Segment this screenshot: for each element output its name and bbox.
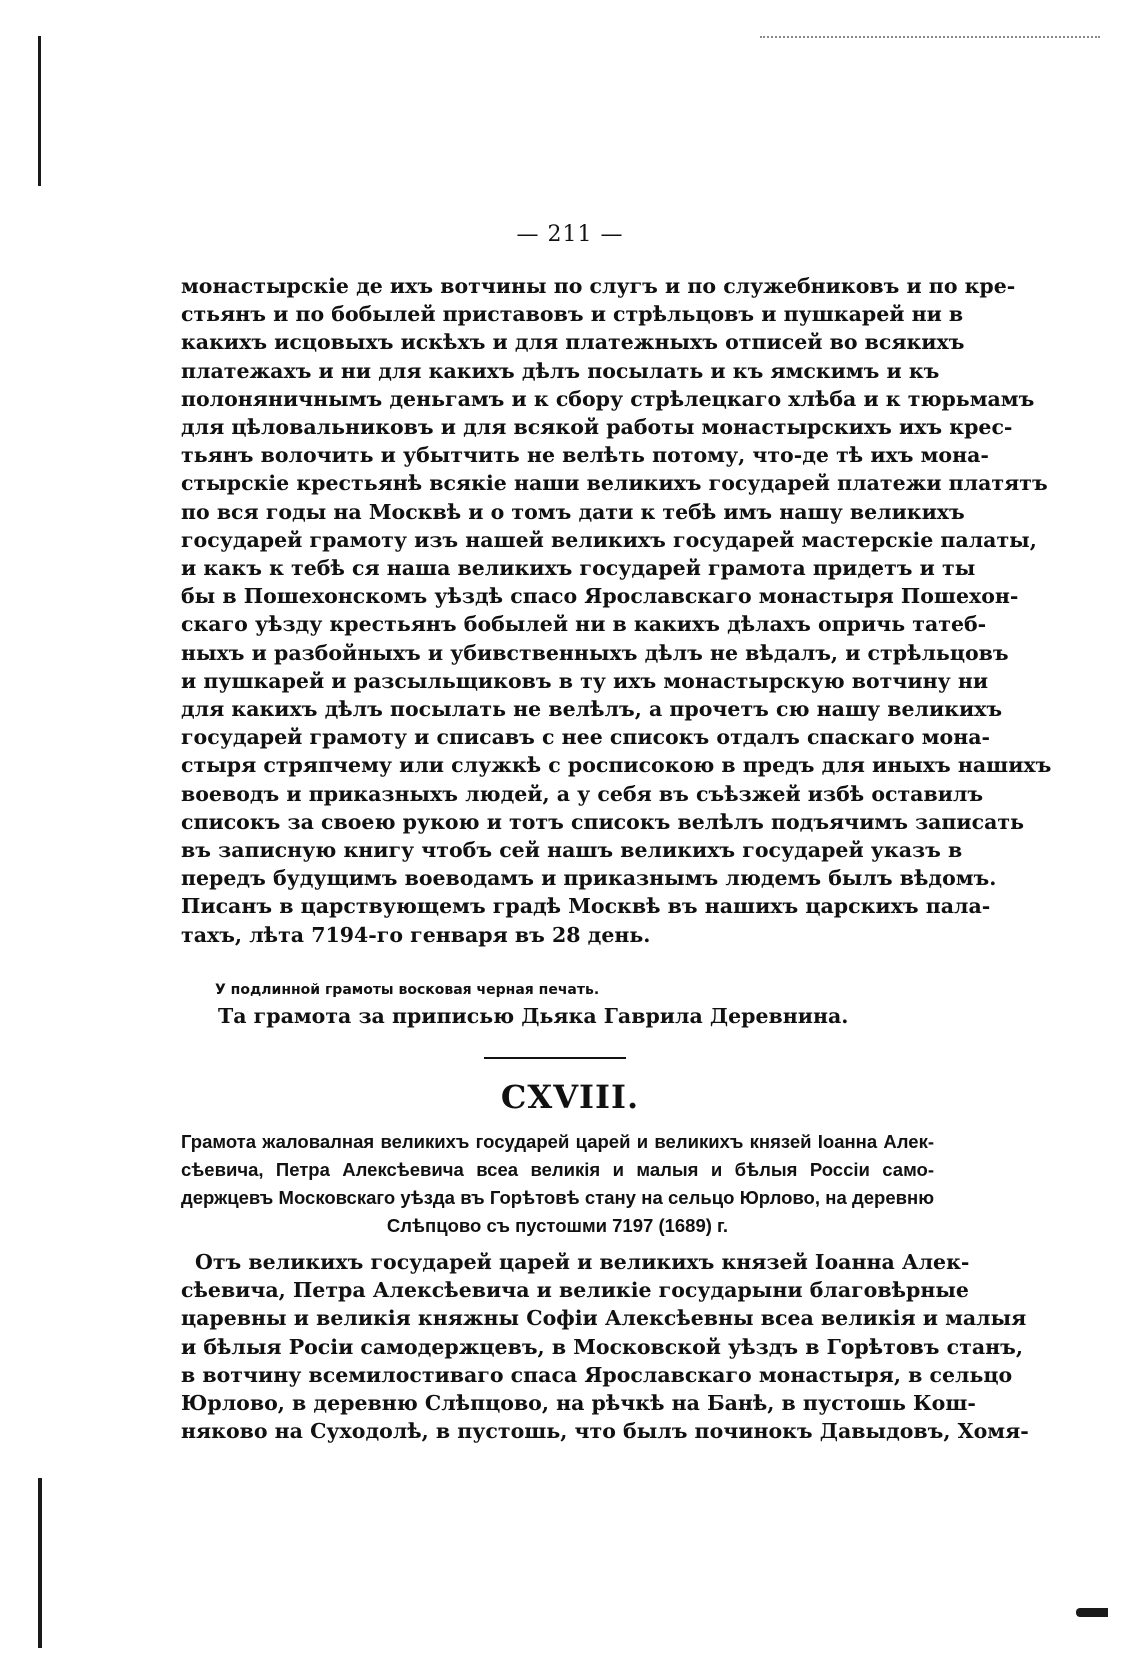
document-body [181, 1248, 1029, 1445]
text-line: и пушкарей и разсыльщиковъ в ту ихъ монастырскую вотчину ни [181, 668, 989, 693]
scan-edge-mark [38, 1478, 42, 1648]
text-line: скаго уѣзду крестьянъ бобылей ни в какихъ дѣлахъ опричь татеб- [181, 612, 987, 637]
text-line: стырскіе крестьянѣ всякіе наши великихъ государей платежи платятъ [181, 471, 1048, 496]
text-line: въ записную книгу чтобъ сей нашъ великихъ государей указъ в [181, 838, 963, 863]
document-heading [181, 1128, 934, 1240]
text-line: царевны и великія княжны Софіи Алексѣевны всеа великія и малыя [181, 1306, 1027, 1331]
scan-edge-mark [1076, 1608, 1108, 1617]
text-line: и какъ к тебѣ ся наша великихъ государей грамота придетъ и ты [181, 556, 976, 581]
heading-line: сѣевича, Петра Алексѣевича всеа великія и малыя и бѣлыя Россіи само- [181, 1159, 934, 1180]
text-line: для какихъ дѣлъ посылать не велѣлъ, а прочетъ сю нашу великихъ [181, 697, 1003, 722]
upper-text-block [181, 272, 1052, 949]
attestation-line: Та грамота за приписью Дьяка Гаврила Деревнина. [218, 1004, 849, 1028]
seal-note: У подлинной грамоты восковая черная печать. [215, 982, 600, 998]
heading-line: держцевъ Московскаго уѣзда въ Горѣтовѣ стану на сельцо Юрлово, на деревню [181, 1187, 934, 1208]
text-line: в вотчину всемилостиваго спаса Ярославскаго монастыря, в сельцо [181, 1362, 1013, 1387]
text-line: стыря стряпчему или служкѣ с росписокою в предъ для иныхъ нашихъ [181, 753, 1052, 778]
heading-line: Слѣпцово съ пустошми 7197 (1689) г. [386, 1215, 729, 1236]
section-divider [484, 1057, 626, 1059]
text-line: и бѣлыя Росіи самодержцевъ, в Московской уѣздъ в Горѣтовъ станъ, [181, 1334, 1024, 1359]
text-line: Отъ великихъ государей царей и великихъ князей Іоанна Алек- [195, 1250, 970, 1274]
text-line: полоняничнымъ деньгамъ и к сбору стрѣлецкаго хлѣба и к тюрьмамъ [181, 386, 1035, 411]
scan-edge-mark [38, 36, 41, 186]
text-line: государей грамоту и списавъ с нее списокъ отдалъ спаскаго мона- [181, 725, 991, 750]
text-line: государей грамоту изъ нашей великихъ государей мастерскіе палаты, [181, 527, 1037, 552]
heading-line: Грамота жаловалная великихъ государей царей и великихъ князей Іоанна Алек- [181, 1131, 934, 1152]
text-line: какихъ исцовыхъ искѣхъ и для платежныхъ отписей во всякихъ [181, 330, 965, 355]
text-line: Писанъ в царствующемъ градѣ Москвѣ въ нашихъ царскихъ пала- [181, 894, 991, 919]
scan-edge-mark [760, 36, 1100, 38]
text-line: Юрлово, в деревню Слѣпцово, на рѣчкѣ на Банѣ, в пустошь Кош- [181, 1391, 976, 1416]
text-line: для цѣловальниковъ и для всякой работы монастырскихъ ихъ крес- [181, 415, 1013, 440]
text-line: передъ будущимъ воеводамъ и приказнымъ людемъ былъ вѣдомъ. [181, 866, 997, 891]
text-line: тьянъ волочить и убытчить не велѣть потому, что-де тѣ ихъ мона- [181, 443, 989, 468]
text-line: воеводъ и приказныхъ людей, а у себя въ съѣзжей избѣ оставилъ [181, 781, 984, 806]
text-line: бы в Пошехонскомъ уѣздѣ спасо Ярославскаго монастыря Пошехон- [181, 584, 1019, 609]
text-line: ныхъ и разбойныхъ и убивственныхъ дѣлъ не вѣдалъ, и стрѣльцовъ [181, 640, 1009, 665]
text-line: сѣевича, Петра Алексѣевича и великіе государыни благовѣрные [181, 1278, 969, 1303]
text-line: платежахъ и ни для какихъ дѣлъ посылать и къ ямскимъ и къ [181, 358, 940, 383]
text-line: списокъ за своею рукою и тотъ списокъ велѣлъ подъячимъ записать [181, 809, 1025, 834]
text-line: няково на Суходолѣ, в пустошь, что былъ починокъ Давыдовъ, Хомя- [181, 1419, 1029, 1444]
page-number: — 211 — [516, 222, 624, 247]
text-line: тахъ, лѣта 7194-го генваря въ 28 день. [181, 922, 651, 947]
document-number: CXVIII. [500, 1078, 640, 1116]
text-line: по вся годы на Москвѣ и о томъ дати к тебѣ имъ нашу великихъ [181, 499, 965, 524]
text-line: стьянъ и по бобылей приставовъ и стрѣльцовъ и пушкарей ни в [181, 302, 964, 327]
text-line: монастырскіе де ихъ вотчины по слугъ и по служебниковъ и по кре- [181, 274, 1016, 298]
